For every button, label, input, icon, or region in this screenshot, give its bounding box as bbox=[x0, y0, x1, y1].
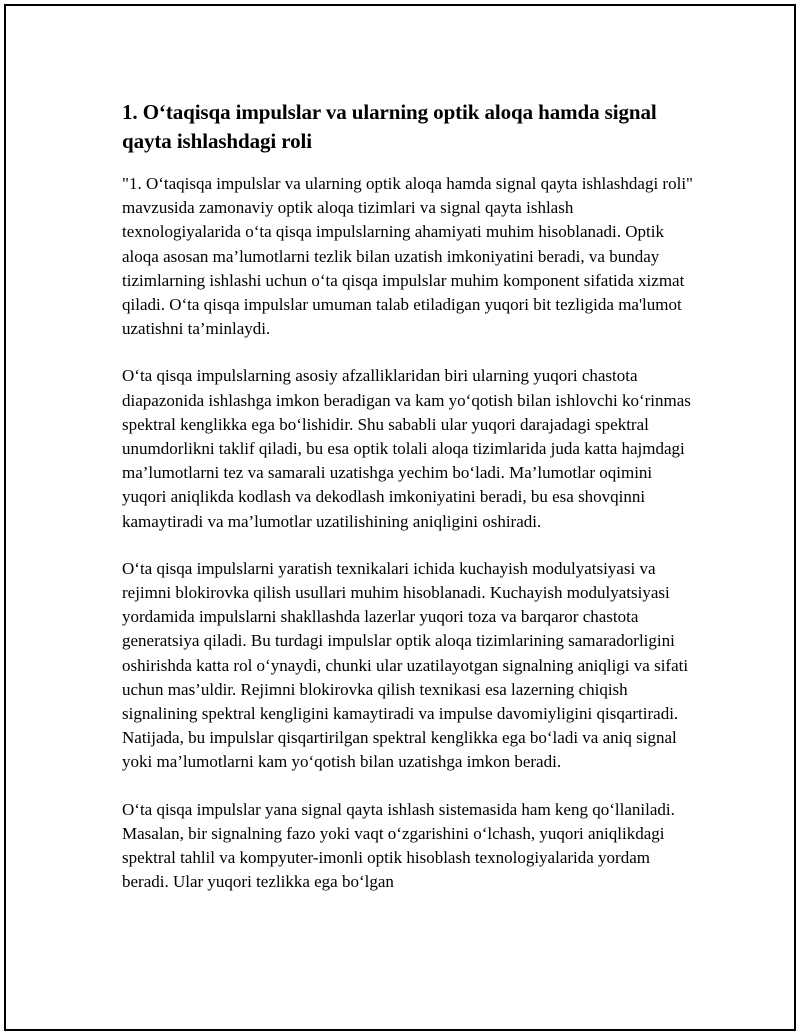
document-body bbox=[122, 98, 696, 917]
paragraph-3: O‘ta qisqa impulslarni yaratish texnikalari ichida kuchayish modulyatsiyasi va rejimni blokirovka qilish usullari muhim hisoblanadi. Kuchayish modulyatsiyasi yordamida impulslarni shakllashda lazerlar yuqori toza va barqaror chastota generatsiya qiladi. Bu turdagi impulslar optik aloqa tizimlarining samaradorligini oshirishda katta rol o‘ynaydi, chunki ular uzatilayotgan signalning aniqligi va sifati uchun mas’uldir. Rejimni blokirovka qilish texnikasi esa lazerning chiqish signalining spektral kengligini kamaytiradi va impulse davomiyligini qisqartiradi. Natijada, bu impulslar qisqartirilgan spektral kenglikka ega bo‘ladi va aniq signal yoki ma’lumotlarni kam yo‘qotish bilan uzatishga imkon beradi. bbox=[122, 558, 689, 772]
document-title: 1. O‘taqisqa impulslar va ularning optik aloqa hamda signal qayta ishlashdagi roli bbox=[122, 100, 657, 153]
paragraph-1: "1. O‘taqisqa impulslar va ularning optik aloqa hamda signal qayta ishlashdagi roli" mavzusida zamonaviy optik aloqa tizimlari va signal qayta ishlash texnologiyalarida o‘ta qisqa impulslarning ahamiyati muhim hisoblanadi. Optik aloqa asosan ma’lumotlarni tezlik bilan uzatish imkoniyatini beradi, va bunday tizimlarning ishlashi uchun o‘ta qisqa impulslar muhim komponent sifatida xizmat qiladi. O‘ta qisqa impulslar umuman talab etiladigan yuqori bit tezligida ma'lumot uzatishni ta’minlaydi. bbox=[122, 174, 693, 339]
paragraph-4: O‘ta qisqa impulslar yana signal qayta ishlash sistemasida ham keng qo‘llaniladi. Masalan, bir signalning fazo yoki vaqt o‘zgarishini o‘lchash, yuqori aniqlikdagi spektral tahlil va kompyuter-imonli optik hisoblash texnologiyalarida yordam beradi. Ular yuqori tezlikka ega bo‘lgan bbox=[122, 799, 675, 892]
paragraph-2: O‘ta qisqa impulslarning asosiy afzalliklaridan biri ularning yuqori chastota diapazonida ishlashga imkon beradigan va kam yo‘qotish bilan ishlovchi ko‘rinmas spektral kenglikka ega bo‘lishidir. Shu sababli ular yuqori darajadagi spektral unumdorlikni taklif qiladi, bu esa optik tolali aloqa tizimlarida juda katta hajmdagi ma’lumotlarni tez va samarali uzatishga yechim bo‘ladi. Ma’lumotlar oqimini yuqori aniqlikda kodlash va dekodlash imkoniyatini beradi, bu esa shovqinni kamaytiradi va ma’lumotlar uzatilishining aniqligini oshiradi. bbox=[122, 366, 691, 531]
page-frame bbox=[4, 4, 796, 1031]
